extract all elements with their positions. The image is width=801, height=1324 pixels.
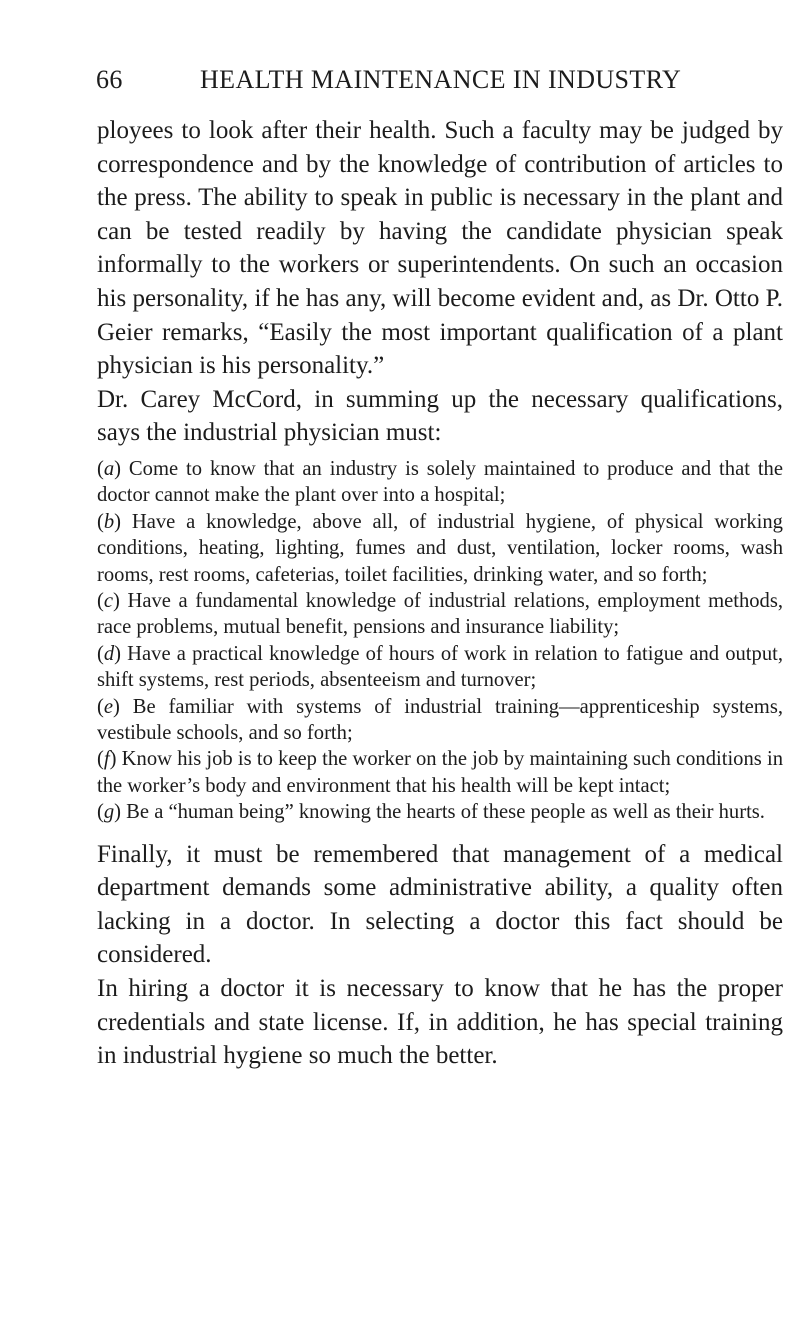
list-item: (b) Have a knowledge, above all, of industrial hygiene, of physical working conditions, heating, lighting, fumes and dust, ventilation, locker rooms, wash rooms, rest rooms, cafeterias, toilet facilities, drinking water, and so forth;: [97, 510, 783, 586]
list-item: (a) Come to know that an industry is solely maintained to produce and that the doctor cannot make the plant over into a hospital;: [97, 457, 783, 507]
item-text: Be familiar with systems of industrial training—apprenticeship systems, vestibule schools, and so forth;: [97, 695, 783, 744]
item-text: Come to know that an industry is solely maintained to produce and that the doctor cannot make the plant over into a hospital;: [97, 457, 783, 507]
running-title: HEALTH MAINTENANCE IN INDUSTRY: [200, 65, 682, 94]
paragraph-mccord-intro: Dr. Carey McCord, in summing up the necessary qualifications, says the industrial physician must:: [97, 385, 783, 447]
list-item: (c) Have a fundamental knowledge of industrial relations, employment methods, race problems, mutual benefit, pensions and insurance liability;: [97, 589, 784, 639]
item-text: Have a practical knowledge of hours of work in relation to fatigue and output, shift systems, rest periods, absenteeism and turnover;: [97, 642, 783, 692]
paragraph-administrative: Finally, it must be remembered that management of a medical department demands some administrative ability, a quality often lacking in a doctor. In selecting a doctor this fact should be considered.: [97, 840, 783, 969]
item-text: Have a fundamental knowledge of industrial relations, employment methods, race problems, mutual benefit, pensions and insurance liability;: [97, 589, 784, 639]
item-letter: c: [103, 589, 113, 612]
qualifications-list: [97, 456, 783, 826]
item-letter: b: [103, 510, 115, 533]
item-letter: f: [103, 748, 110, 771]
paragraph-personality: ployees to look after their health. Such a faculty may be judged by correspondence and by the knowledge of contribution of articles to the press. The ability to speak in public is necessary in the plant and can be tested readily by having the candidate physician speak informally to the workers or superintendents. On such an occasion his personality, if he has any, will become evident and, as Dr. Otto P. Geier remarks, “Easily the most important qualification of a plant physician is his personality.”: [97, 117, 783, 380]
page-number: 66: [96, 65, 123, 94]
item-text: Have a knowledge, above all, of industrial hygiene, of physical working conditions, heating, lighting, fumes and dust, ventilation, locker rooms, wash rooms, rest rooms, cafeterias, toilet facilities, drinking water, and so forth;: [97, 510, 783, 586]
paragraph-credentials: In hiring a doctor it is necessary to know that he has the proper credentials and state license. If, in addition, he has special training in industrial hygiene so much the better.: [97, 975, 783, 1070]
list-item: (f) Know his job is to keep the worker on the job by maintaining such conditions in the worker’s body and environment that his health will be kept intact;: [97, 748, 783, 797]
item-letter: a: [103, 457, 115, 480]
item-text: Be a “human being” knowing the hearts of these people as well as their hurts.: [126, 801, 765, 824]
running-head: [96, 62, 716, 98]
item-text: Know his job is to keep the worker on the job by maintaining such conditions in the worker’s body and environment that his health will be kept intact;: [97, 748, 783, 797]
item-letter: e: [103, 695, 113, 718]
item-letter: g: [103, 801, 115, 824]
body-text: [97, 114, 783, 1073]
list-item: (e) Be familiar with systems of industrial training—apprenticeship systems, vestibule schools, and so forth;: [97, 695, 783, 744]
item-letter: d: [103, 642, 115, 665]
list-item: (d) Have a practical knowledge of hours of work in relation to fatigue and output, shift systems, rest periods, absenteeism and turnover;: [97, 642, 783, 692]
list-item: (g) Be a “human being” knowing the hearts of these people as well as their hurts.: [97, 801, 765, 824]
